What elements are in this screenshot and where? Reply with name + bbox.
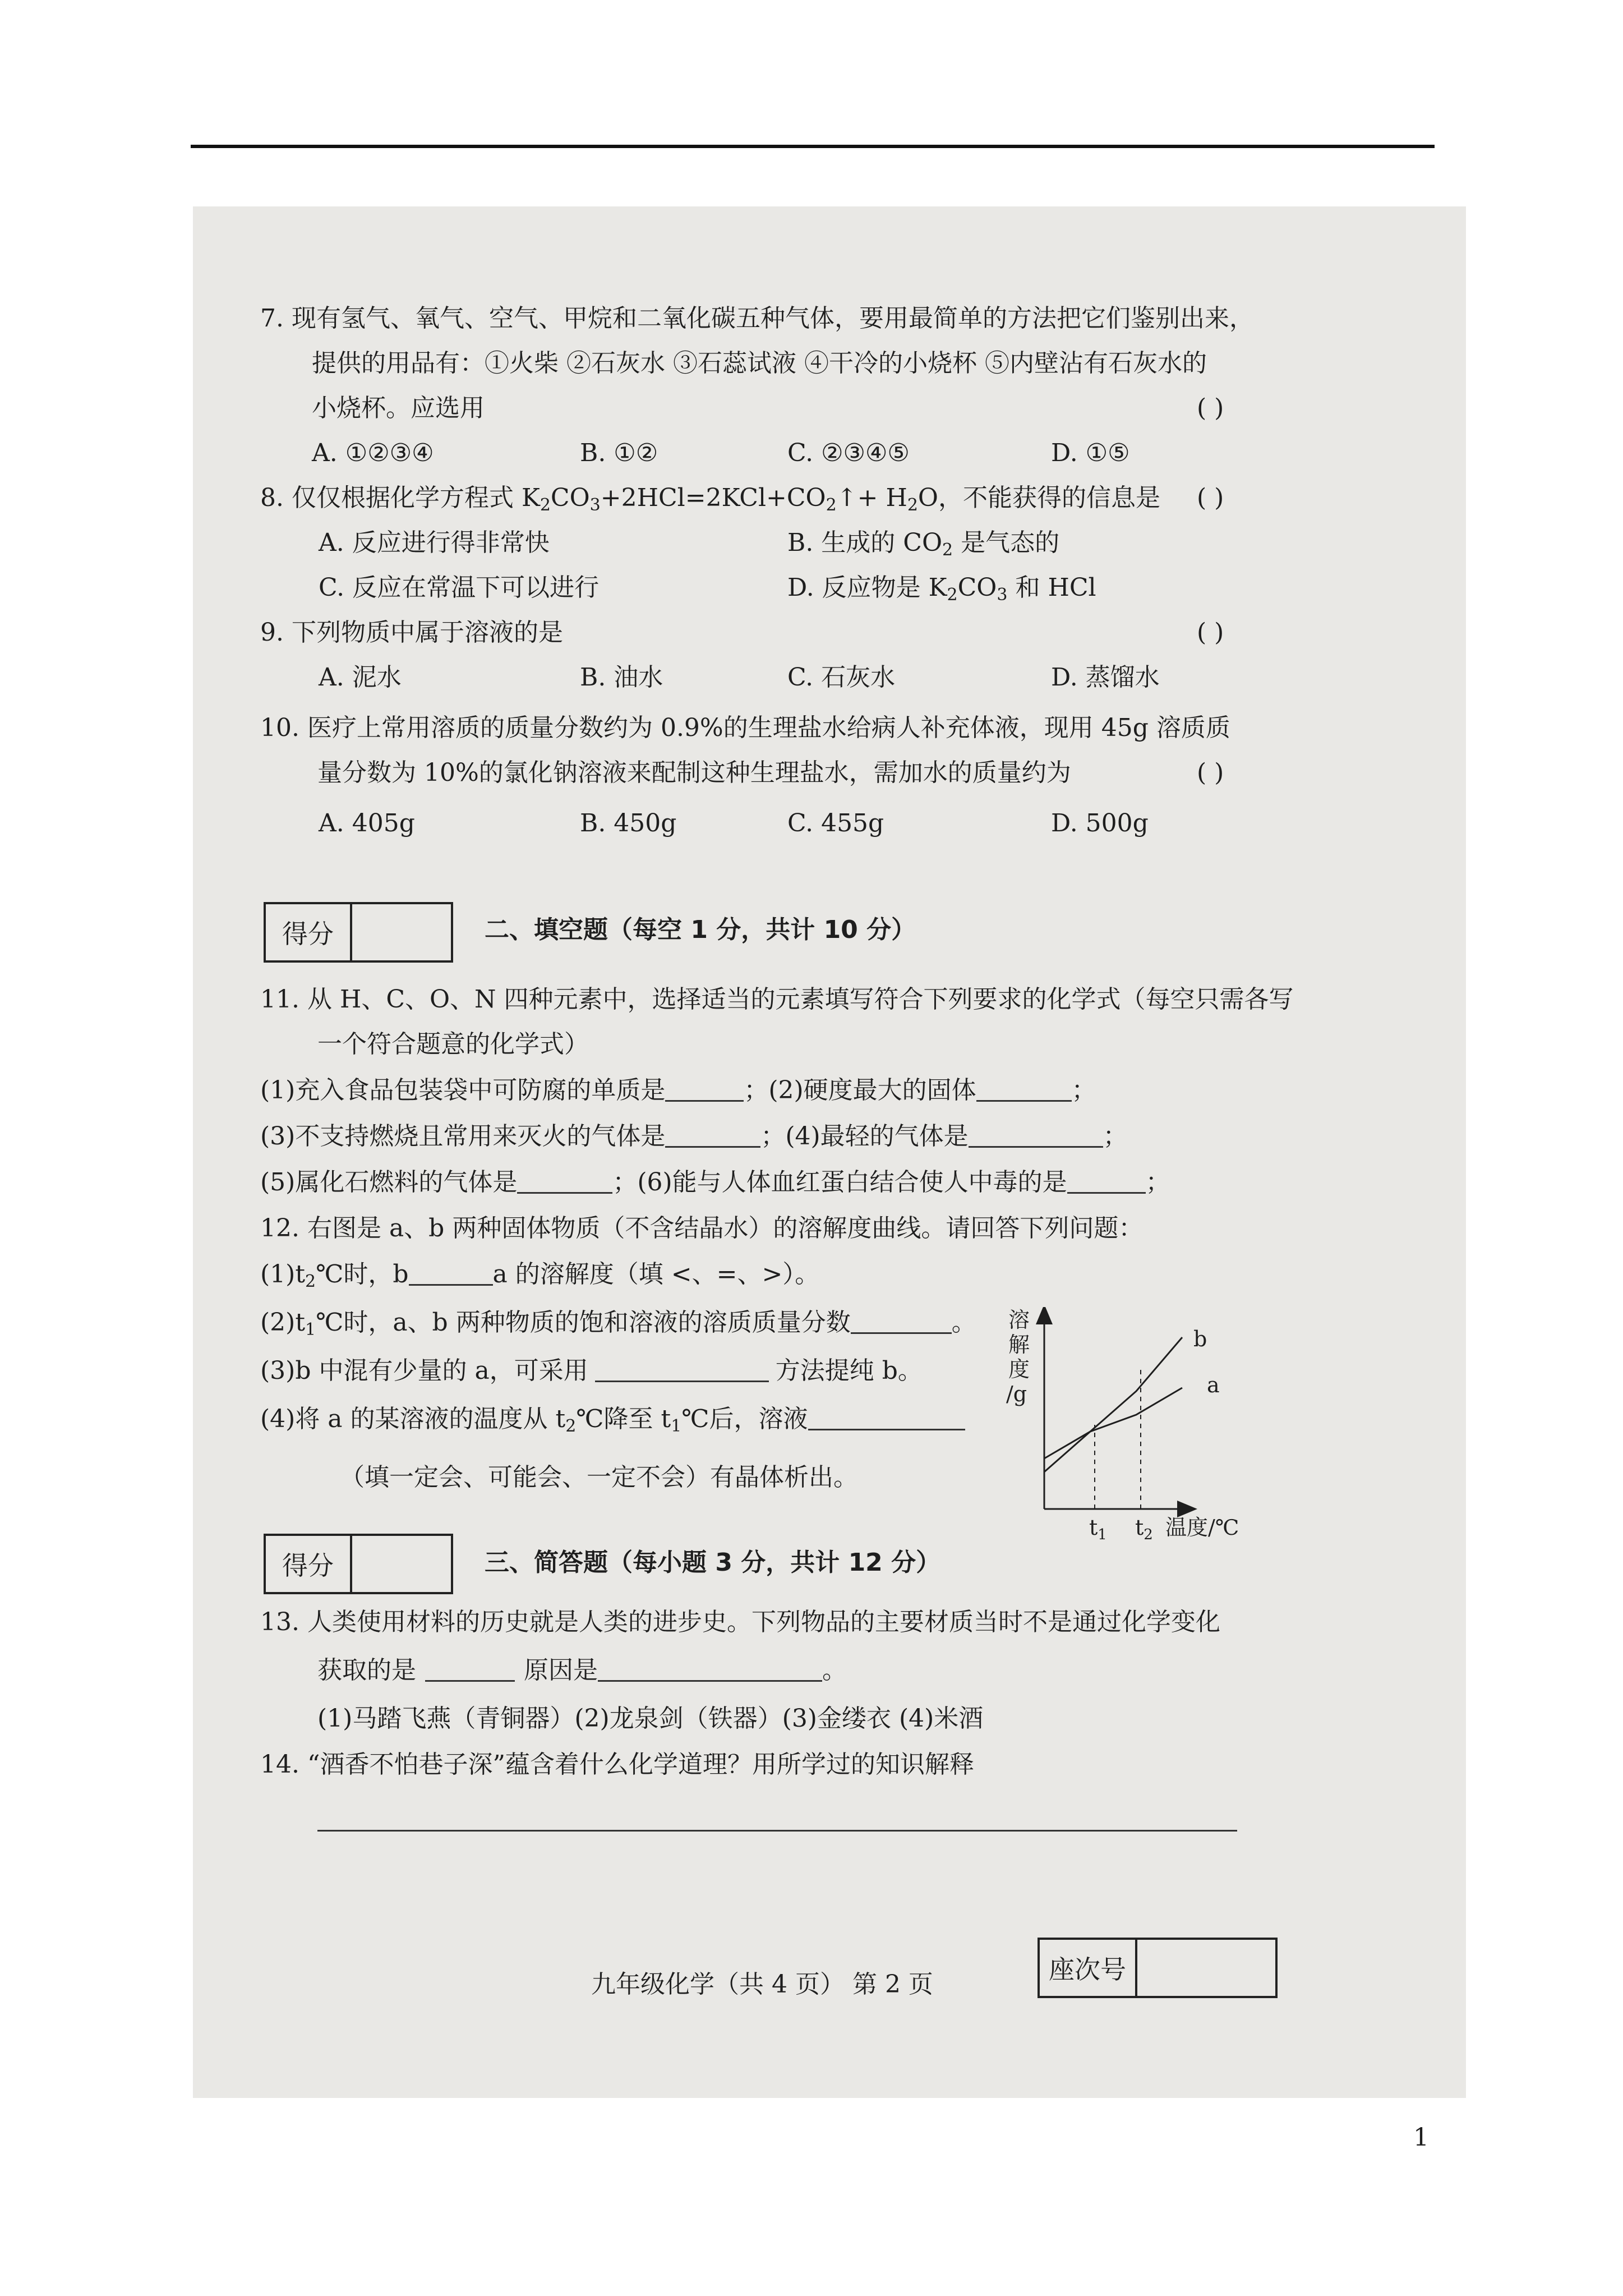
chart-ylabel-2: 解 xyxy=(1008,1332,1030,1357)
q7-option-c: C. ②③④⑤ xyxy=(787,439,910,467)
section2-score-label: 得分 xyxy=(266,904,352,960)
q12-part2: $(2)t_1℃$时，a、b 两种物质的饱和溶液的溶质质量分数 。 xyxy=(260,1308,976,1340)
q11-blank-1[interactable] xyxy=(665,1078,744,1102)
section2-score-field[interactable] xyxy=(352,904,451,960)
q9-option-a: A. 泥水 xyxy=(319,663,402,692)
q11-blank-4[interactable] xyxy=(969,1124,1103,1148)
q13-line1: 13. 人类使用材料的历史就是人类的进步史。下列物品的主要材质当时不是通过化学变化 xyxy=(260,1608,1220,1636)
q7-option-b: B. ①② xyxy=(580,439,658,467)
q7-line1: 7. 现有氢气、氧气、空气、甲烷和二氧化碳五种气体，要用最简单的方法把它们鉴别出来， xyxy=(260,304,1254,333)
chart-series-layer xyxy=(1044,1337,1182,1472)
q10-option-c: C. 455g xyxy=(787,809,884,838)
q11-blank-5[interactable] xyxy=(517,1170,612,1194)
q9-option-b: B. 油水 xyxy=(580,663,663,692)
q8-option-b: B. 生成的 $CO_2$ 是气态的 xyxy=(787,528,1060,560)
q11-blank-6[interactable] xyxy=(1067,1170,1146,1194)
q11-part3: (5)属化石燃料的气体是 ；(6)能与人体血红蛋白结合使人中毒的是 ； xyxy=(260,1168,1170,1197)
q10-option-b: B. 450g xyxy=(580,809,677,838)
q10-option-a: A. 405g xyxy=(319,809,415,838)
q9-option-d: D. 蒸馏水 xyxy=(1051,663,1160,692)
q12-part1: $(1)t_2℃$时，b a 的溶解度（填 <、=、>）。 xyxy=(260,1260,820,1291)
q7-line2: 提供的用品有：①火柴 ②石灰水 ③石蕊试液 ④干冷的小烧杯 ⑤内壁沾有石灰水的 xyxy=(312,349,1207,378)
seat-number-label: 座次号 xyxy=(1040,1940,1137,1996)
section3-score-box xyxy=(264,1534,453,1594)
q12-part3: (3)b 中混有少量的 a，可采用 方法提纯 b。 xyxy=(260,1356,923,1385)
q7-option-d: D. ①⑤ xyxy=(1051,439,1130,467)
q11-part1: (1)充入食品包装袋中可防腐的单质是 ；(2)硬度最大的固体 ； xyxy=(260,1076,1096,1105)
section2-title: 二、填空题（每空 1 分，共计 10 分） xyxy=(485,915,916,944)
q12-part4: (4)将 a 的某溶液的温度从 $t_2℃$降至 $t_1℃$后，溶液 xyxy=(260,1404,965,1442)
q8-option-d: D. 反应物是 $K_2CO_3$ 和 HCl xyxy=(787,573,1096,605)
chart-ylabel-3: 度 xyxy=(1008,1357,1030,1382)
q10-answer-paren: ( ) xyxy=(1197,758,1224,787)
seat-number-box xyxy=(1038,1938,1278,1998)
q13-line3: (1)马踏飞燕（青铜器）(2)龙泉剑（铁器）(3)金缕衣 (4)米酒 xyxy=(317,1704,984,1733)
q12-blank-2[interactable] xyxy=(851,1310,952,1334)
section3-title: 三、简答题（每小题 3 分，共计 12 分） xyxy=(485,1548,941,1577)
q10-option-d: D. 500g xyxy=(1051,809,1149,838)
q12-part4-line2: （填一定会、可能会、一定不会）有晶体析出。 xyxy=(340,1463,858,1492)
q11-line1: 11. 从 H、C、O、N 四种元素中，选择适当的元素填写符合下列要求的化学式（每空只需各写 xyxy=(260,985,1294,1014)
header-rule xyxy=(191,145,1435,148)
series-b-label: b xyxy=(1193,1327,1207,1351)
q13-line2: 获取的是 原因是 。 xyxy=(317,1656,847,1685)
q12-blank-4[interactable] xyxy=(808,1406,965,1430)
q9-stem: 9. 下列物质中属于溶液的是 xyxy=(260,618,563,647)
scanned-exam-page xyxy=(193,206,1466,2098)
q7-answer-paren: ( ) xyxy=(1197,394,1224,422)
page-number: 1 xyxy=(1413,2123,1429,2152)
q9-option-c: C. 石灰水 xyxy=(787,663,896,692)
q12-blank-3[interactable] xyxy=(595,1358,769,1382)
x-tick-t1: $t_1$ xyxy=(1089,1515,1107,1543)
q14-line1: 14. “酒香不怕巷子深”蕴含着什么化学道理？用所学过的知识解释 xyxy=(260,1750,974,1779)
chart-xlabel: 温度/℃ xyxy=(1165,1515,1239,1540)
q8-option-c: C. 反应在常温下可以进行 xyxy=(319,573,600,602)
chart-ylabel-4: /g xyxy=(1006,1382,1027,1406)
section3-score-field[interactable] xyxy=(352,1536,451,1592)
solubility-chart xyxy=(998,1307,1267,1543)
q7-option-a: A. ①②③④ xyxy=(312,439,434,467)
q7-line3: 小烧杯。应选用 xyxy=(312,394,485,422)
q14-answer-line[interactable] xyxy=(317,1830,1237,1832)
q10-line1: 10. 医疗上常用溶质的质量分数约为 0.9%的生理盐水给病人补充体液，现用 45g 溶质质 xyxy=(260,714,1230,742)
section2-score-box xyxy=(264,902,453,963)
q11-blank-2[interactable] xyxy=(976,1078,1072,1102)
q11-blank-3[interactable] xyxy=(665,1124,760,1148)
q13-blank-1[interactable] xyxy=(425,1658,515,1682)
seat-number-field[interactable] xyxy=(1137,1940,1275,1996)
chart-ylabel-1: 溶 xyxy=(1008,1308,1030,1332)
q9-answer-paren: ( ) xyxy=(1197,618,1224,647)
section3-score-label: 得分 xyxy=(266,1536,352,1592)
q13-blank-2[interactable] xyxy=(598,1658,822,1682)
x-tick-t2: $t_2$ xyxy=(1135,1515,1153,1543)
q10-line2: 量分数为 10%的氯化钠溶液来配制这种生理盐水，需加水的质量约为 xyxy=(317,758,1071,787)
page-footer: 九年级化学（共 4 页） 第 2 页 xyxy=(591,1970,933,1999)
q12-blank-1[interactable] xyxy=(409,1262,493,1286)
q8-option-a: A. 反应进行得非常快 xyxy=(319,528,550,557)
q12-stem: 12. 右图是 a、b 两种固体物质（不含结晶水）的溶解度曲线。请回答下列问题： xyxy=(260,1214,1144,1243)
series-a-label: a xyxy=(1207,1373,1220,1397)
q8-answer-paren: ( ) xyxy=(1197,484,1224,512)
series-a-curve xyxy=(1044,1388,1182,1458)
q8-stem: 8. 仅仅根据化学方程式 $K_2CO_3+2HCl=2KCl+CO_2↑+ H_2O$，不能获得的信息是 xyxy=(260,484,1160,515)
q11-line2: 一个符合题意的化学式） xyxy=(317,1030,589,1059)
q11-part2: (3)不支持燃烧且常用来灭火的气体是 ；(4)最轻的气体是 ； xyxy=(260,1122,1128,1151)
series-b-curve xyxy=(1044,1337,1182,1472)
